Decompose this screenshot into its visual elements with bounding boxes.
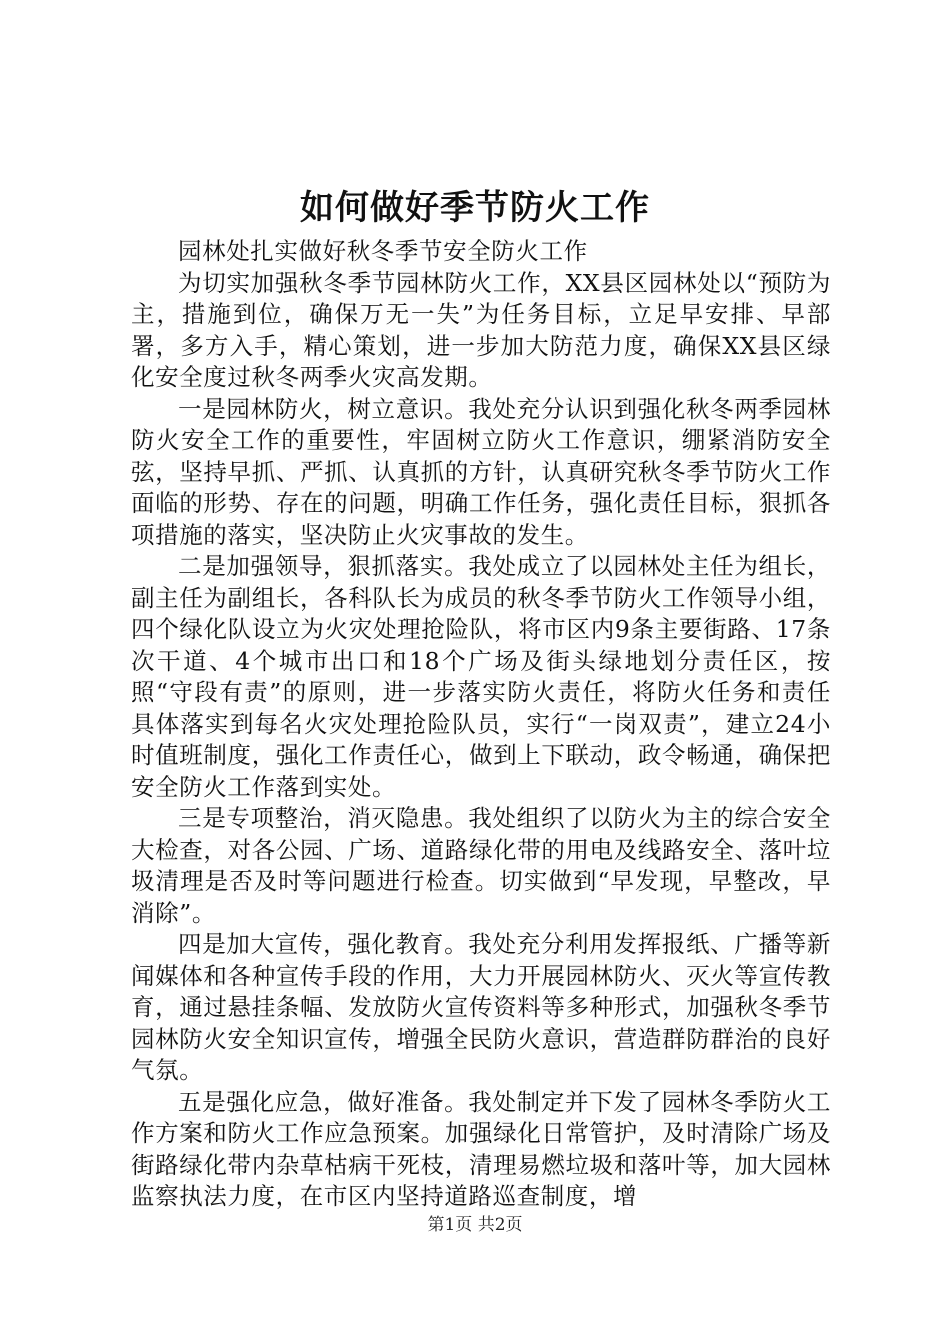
document-body bbox=[131, 236, 831, 1213]
paragraph-point-1: 一是园林防火，树立意识。我处充分认识到强化秋冬两季园林防火安全工作的重要性，牢固树立防火工作意识，绷紧消防安全弦，坚持早抓、严抓、认真抓的方针，认真研究秋冬季节防火工作面临的形势、存在的问题，明确工作任务，强化责任目标，狠抓各项措施的落实，坚决防止火灾事故的发生。 bbox=[131, 394, 831, 549]
paragraph-subtitle: 园林处扎实做好秋冬季节安全防火工作 bbox=[178, 237, 588, 265]
paragraph-intro: 为切实加强秋冬季节园林防火工作，XX县区园林处以“预防为主，措施到位，确保万无一失”为任务目标，立足早安排、早部署，多方入手，精心策划，进一步加大防范力度，确保XX县区绿化安全度过秋冬两季火灾高发期。 bbox=[131, 268, 831, 391]
paragraph-point-4: 四是加大宣传，强化教育。我处充分利用发挥报纸、广播等新闻媒体和各种宣传手段的作用，大力开展园林防火、灭火等宣传教育，通过悬挂条幅、发放防火宣传资料等多种形式，加强秋冬季节园林防火安全知识宣传，增强全民防火意识，营造群防群治的良好气氛。 bbox=[131, 930, 831, 1084]
paragraph-point-5: 五是强化应急，做好准备。我处制定并下发了园林冬季防火工作方案和防火工作应急预案。加强绿化日常管护，及时清除广场及街路绿化带内杂草枯病干死枝，清理易燃垃圾和落叶等，加大园林监察执法力度，在市区内坚持道路巡查制度，增 bbox=[131, 1087, 831, 1210]
paragraph-point-3: 三是专项整治，消灭隐患。我处组织了以防火为主的综合安全大检查，对各公园、广场、道路绿化带的用电及线路安全、落叶垃圾清理是否及时等问题进行检查。切实做到“早发现，早整改，早消除”。 bbox=[131, 804, 831, 927]
paragraph-point-2: 二是加强领导，狠抓落实。我处成立了以园林处主任为组长，副主任为副组长，各科队长为成员的秋冬季节防火工作领导小组，四个绿化队设立为火灾处理抢险队，将市区内9条主要街路、17条次干道、4个城市出口和18个广场及街头绿地划分责任区，按照“守段有责”的原则，进一步落实防火责任，将防火任务和责任具体落实到每名火灾处理抢险队员，实行“一岗双责”，建立24小时值班制度，强化工作责任心，做到上下联动，政令畅通，确保把安全防火工作落到实处。 bbox=[131, 552, 831, 801]
document-title: 如何做好季节防火工作 bbox=[300, 188, 650, 228]
page-number-footer: 第1页 共2页 bbox=[427, 1215, 523, 1235]
